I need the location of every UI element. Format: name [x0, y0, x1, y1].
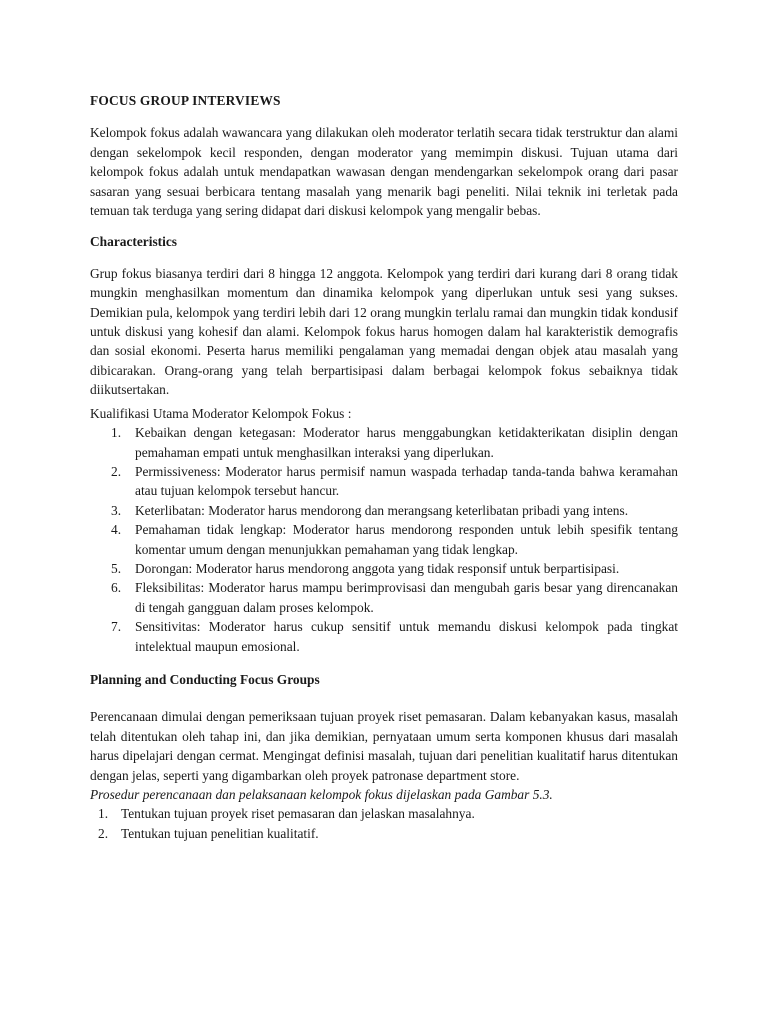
characteristics-heading: Characteristics	[90, 234, 178, 250]
list-item-text: Dorongan: Moderator harus mendorong anggota yang tidak responsif untuk berpartisipasi.	[135, 560, 620, 576]
qualifications-intro: Kualifikasi Utama Moderator Kelompok Fokus :	[90, 405, 352, 421]
list-item	[90, 501, 678, 520]
list-item	[90, 520, 678, 559]
list-item	[90, 559, 678, 578]
list-item-number: 2.	[98, 825, 109, 841]
list-item-text: Pemahaman tidak lengkap: Moderator harus mendorong responden untuk lebih spesifik tentang komentar umum dengan menunjukkan pemahaman yang tidak lengkap.	[135, 522, 678, 557]
planning-paragraph: Perencanaan dimulai dengan pemeriksaan tujuan proyek riset pemasaran. Dalam kebanyakan kasus, masalah telah ditentukan oleh tahap ini, dan jika demikian, pernyataan umum serta komponen khusus dari masalah harus dipelajari dengan cermat. Mengingat definisi masalah, tujuan dari penelitian kualitatif harus ditentukan dengan jelas, seperti yang digambarkan oleh proyek patronase department store.	[90, 709, 678, 783]
planning-heading: Planning and Conducting Focus Groups	[90, 671, 320, 687]
list-item-text: Tentukan tujuan penelitian kualitatif.	[121, 825, 319, 841]
list-item-number: 2.	[111, 463, 122, 479]
list-item	[90, 824, 678, 843]
list-item-number: 1.	[111, 425, 122, 441]
document-page	[90, 91, 678, 843]
list-item-text: Keterlibatan: Moderator harus mendorong dan merangsang keterlibatan pribadi yang intens.	[135, 502, 629, 518]
list-item-number: 5.	[111, 560, 122, 576]
list-item-number: 1.	[98, 806, 109, 822]
list-item-number: 6.	[111, 580, 122, 596]
planning-steps-list	[90, 804, 678, 843]
intro-paragraph: Kelompok fokus adalah wawancara yang dilakukan oleh moderator terlatih secara tidak terstruktur dan alami dengan sekelompok kecil responden, dengan moderator yang memimpin diskusi. Tujuan utama dari kelompok fokus adalah untuk mendapatkan wawasan dengan mendengarkan sekelompok orang dari pasar sasaran yang sesuai berbicara tentang masalah yang menarik bagi peneliti. Nilai teknik ini terletak pada temuan tak terduga yang sering didapat dari diskusi kelompok yang mengalir bebas.	[90, 125, 678, 219]
list-item	[90, 578, 678, 617]
list-item-text: Sensitivitas: Moderator harus cukup sensitif untuk memandu diskusi kelompok pada tingkat intelektual maupun emosional.	[135, 619, 678, 654]
list-item-text: Kebaikan dengan ketegasan: Moderator harus menggabungkan ketidakterikatan disiplin dengan pemahaman empati untuk menghasilkan interaksi yang diperlukan.	[135, 425, 678, 460]
list-item-number: 7.	[111, 619, 122, 635]
characteristics-paragraph: Grup fokus biasanya terdiri dari 8 hingga 12 anggota. Kelompok yang terdiri dari kurang dari 8 orang tidak mungkin menghasilkan momentum dan dinamika kelompok yang diperlukan untuk sesi yang sukses. Demikian pula, kelompok yang terdiri lebih dari 12 orang mungkin terlalu ramai dan mungkin tidak kondusif untuk diskusi yang kohesif dan alami. Kelompok fokus harus homogen dalam hal karakteristik demografis dan sosial ekonomi. Peserta harus memiliki pengalaman yang memadai dengan objek atau masalah yang dibicarakan. Orang-orang yang telah berpartisipasi dalam berbagai kelompok fokus sebaiknya tidak diikutsertakan.	[90, 265, 678, 398]
list-item	[90, 804, 678, 823]
qualifications-list	[90, 423, 678, 656]
list-item	[90, 617, 678, 656]
list-item	[90, 423, 678, 462]
list-item-text: Permissiveness: Moderator harus permisif namun waspada terhadap tanda-tanda bahwa keramahan atau tujuan kelompok tersebut hancur.	[135, 463, 678, 499]
planning-italic-note: Prosedur perencanaan dan pelaksanaan kelompok fokus dijelaskan pada Gambar 5.3.	[90, 787, 553, 802]
document-title: FOCUS GROUP INTERVIEWS	[90, 93, 281, 108]
list-item-number: 4.	[111, 522, 122, 538]
list-item-text: Tentukan tujuan proyek riset pemasaran dan jelaskan masalahnya.	[121, 806, 475, 822]
list-item-number: 3.	[111, 502, 122, 518]
list-item	[90, 462, 678, 501]
list-item-text: Fleksibilitas: Moderator harus mampu berimprovisasi dan mengubah garis besar yang direncanakan di tengah gangguan dalam proses kelompok.	[135, 580, 678, 615]
